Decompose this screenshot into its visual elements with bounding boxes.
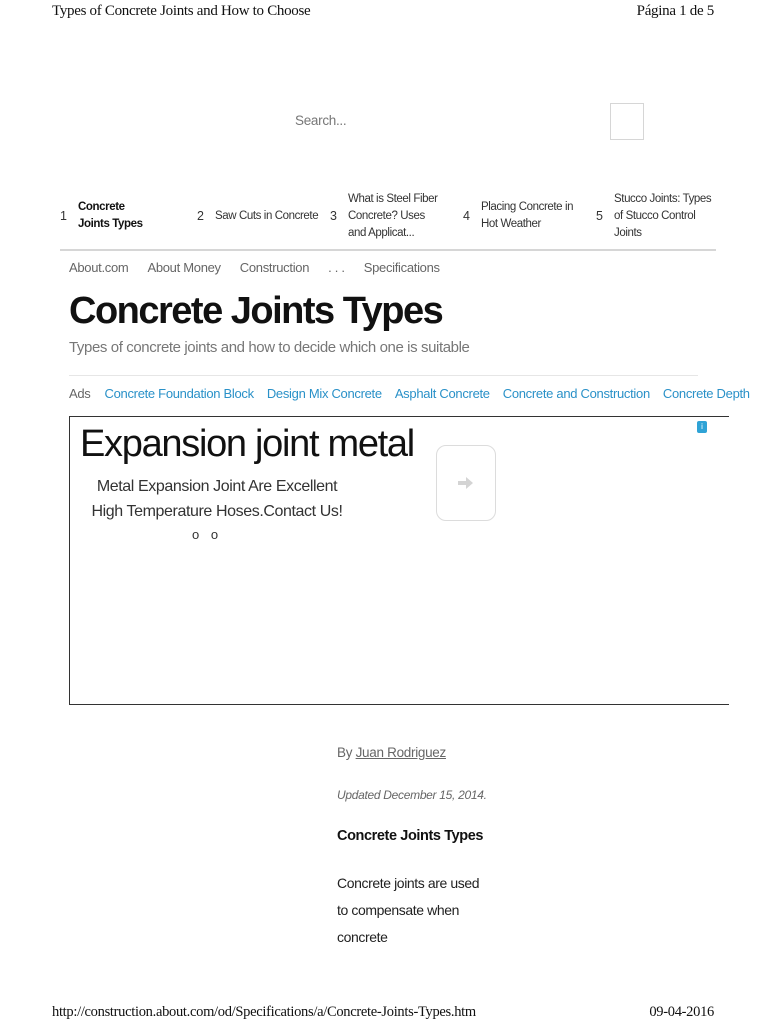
topnav-number: 1	[60, 209, 67, 223]
topnav-item-2[interactable]	[197, 186, 325, 246]
topnav-number: 4	[463, 209, 470, 223]
ad-link[interactable]: Concrete Depth	[662, 386, 750, 401]
topnav-label: What is Steel Fiber Concrete? Uses and Applicat...	[348, 192, 438, 239]
breadcrumb-ellipsis[interactable]: . . .	[328, 260, 345, 275]
ad-carousel-dots[interactable]: o o	[192, 527, 223, 542]
page-subtitle: Types of concrete joints and how to decide which one is suitable	[69, 339, 470, 356]
breadcrumb	[69, 260, 459, 278]
ad-link[interactable]: Design Mix Concrete	[266, 386, 382, 401]
topnav-divider	[60, 249, 716, 251]
search-button[interactable]	[610, 103, 644, 140]
breadcrumb-item[interactable]: About.com	[69, 260, 129, 275]
top-list-nav	[60, 186, 714, 246]
print-header-title: Types of Concrete Joints and How to Choose	[52, 3, 311, 19]
topnav-item-3[interactable]	[330, 186, 443, 246]
arrow-right-icon	[457, 475, 475, 491]
page-title: Concrete Joints Types	[69, 290, 443, 332]
byline-label: By	[337, 745, 353, 760]
breadcrumb-item[interactable]: Specifications	[363, 260, 440, 275]
print-header-page-number: Página 1 de 5	[636, 3, 714, 19]
topnav-number: 3	[330, 209, 337, 223]
ad-description: Metal Expansion Joint Are Excellent High Temperature Hoses.Contact Us!	[91, 478, 343, 520]
ad-banner[interactable]	[69, 416, 729, 705]
title-divider	[69, 375, 698, 376]
topnav-number: 2	[197, 209, 204, 223]
ad-link[interactable]: Concrete and Construction	[502, 386, 650, 401]
topnav-label: Concrete Joints Types	[78, 201, 143, 230]
topnav-item-4[interactable]	[463, 186, 576, 246]
ad-arrow-button[interactable]	[436, 445, 496, 521]
topnav-label: Saw Cuts in Concrete	[215, 209, 319, 222]
ads-link-row	[69, 386, 763, 401]
ad-headline[interactable]: Expansion joint metal	[80, 423, 414, 465]
topnav-label: Placing Concrete in Hot Weather	[481, 201, 574, 230]
search-input[interactable]: Search...	[295, 113, 347, 128]
topnav-item-5[interactable]	[596, 186, 712, 246]
author-link[interactable]: Juan Rodriguez	[355, 745, 446, 760]
print-footer-url: http://construction.about.com/od/Specifications/a/Concrete-Joints-Types.htm	[52, 1004, 476, 1020]
topnav-item-1[interactable]	[60, 186, 158, 246]
breadcrumb-item[interactable]: Construction	[239, 260, 310, 275]
topnav-number: 5	[596, 209, 603, 223]
ad-link[interactable]: Concrete Foundation Block	[104, 386, 254, 401]
ad-link[interactable]: Asphalt Concrete	[394, 386, 490, 401]
topnav-label: Stucco Joints: Types of Stucco Control Joints	[614, 192, 712, 239]
section-heading: Concrete Joints Types	[337, 828, 484, 844]
print-footer-date: 09-04-2016	[649, 1004, 714, 1020]
updated-date: Updated December 15, 2014.	[337, 788, 487, 802]
article-paragraph: Concrete joints are used to compensate when concrete	[337, 875, 480, 945]
byline	[337, 745, 446, 760]
breadcrumb-item[interactable]: About Money	[147, 260, 221, 275]
adchoices-icon[interactable]: i	[697, 421, 707, 433]
ads-label: Ads	[69, 386, 91, 401]
